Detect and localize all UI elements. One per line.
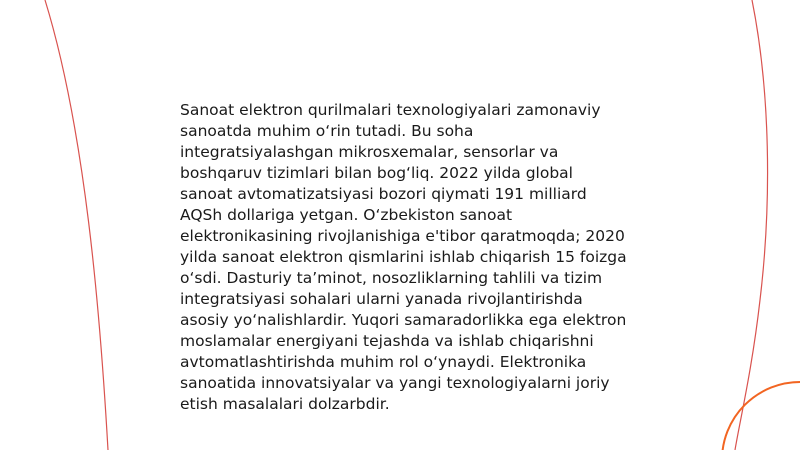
orange-arc [722,382,800,450]
body-paragraph: Sanoat elektron qurilmalari texnologiyalari zamonaviy sanoatda muhim o‘rin tutadi. Bu soha integratsiyalashgan mikrosxemalar, sensorlar va boshqaruv tizimlari bilan bog‘liq. 2022 yilda global sanoat avtomatizatsiyasi bozori qiymati 191 milliard AQSh dollariga yetgan. O‘zbekiston sanoat elektronikasining rivojlanishiga e'tibor qaratmoqda; 2020 yilda sanoat elektron qismlarini ishlab chiqarish 15 foizga o‘sdi. Dasturiy ta’minot, nosozliklarning tahlili va tizim integratsiyasi sohalari ularni yanada rivojlantirishda asosiy yo‘nalishlardir. Yuqori samaradorlikka ega elektron moslamalar energiyani tejashda va ishlab chiqarishni avtomatlashtirishda muhim rol o‘ynaydi. Elektronika sanoatida innovatsiyalar va yangi texnologiyalarni joriy etish masalalari dolzarbdir. [180,101,627,413]
left-curve-line [45,0,108,450]
right-curve-line [735,0,768,450]
